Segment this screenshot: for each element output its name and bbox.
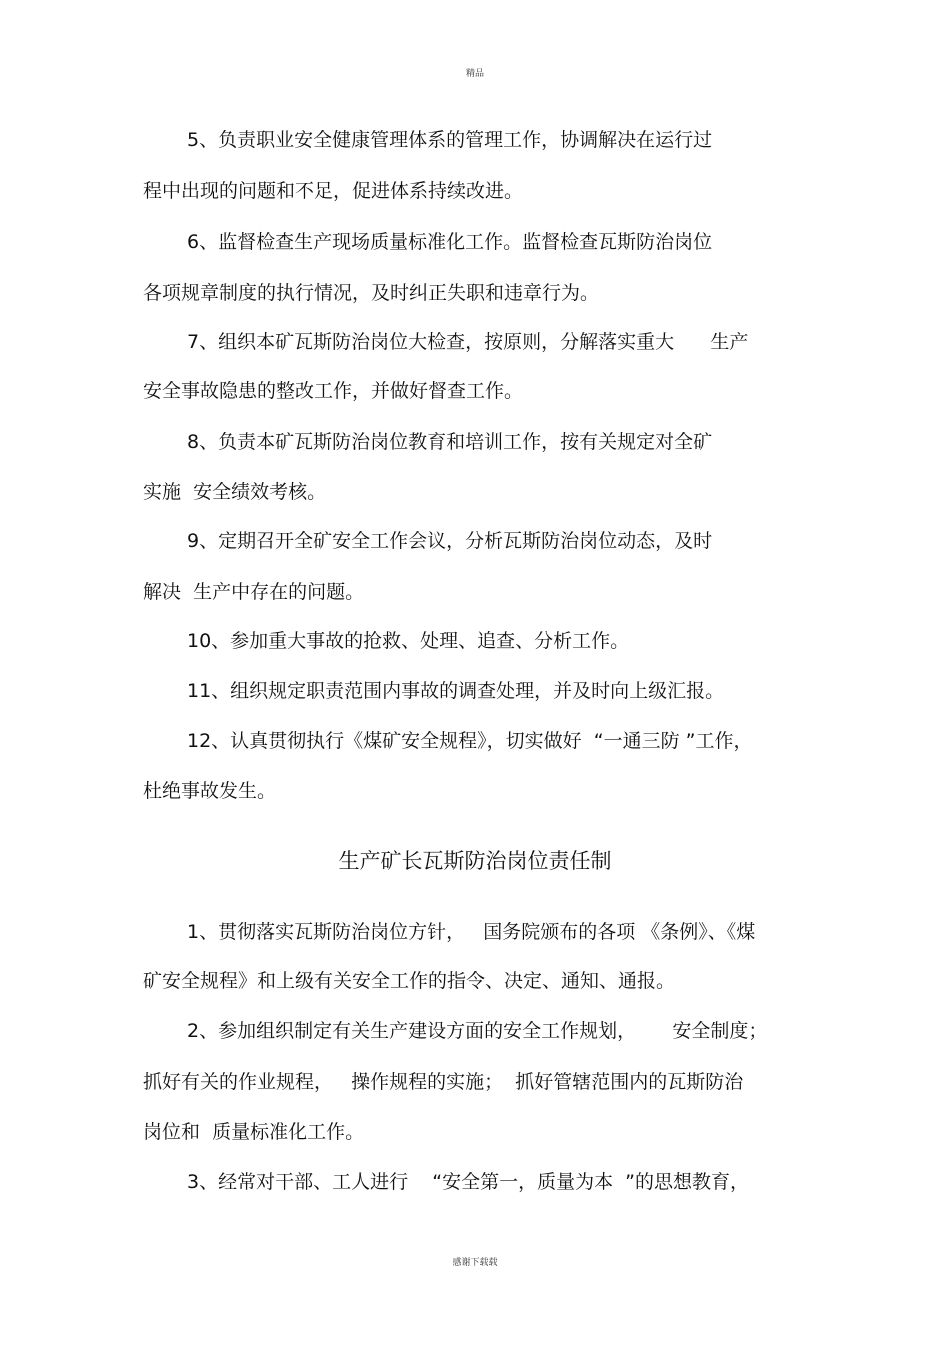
paragraph-line: 各项规章制度的执行情况，及时纠正失职和违章行为。 <box>143 282 600 304</box>
paragraph-line: 解决 生产中存在的问题。 <box>143 581 365 603</box>
paragraph-line: 5、负责职业安全健康管理体系的管理工作，协调解决在运行过 <box>187 129 713 151</box>
paragraph-line: 7、组织本矿瓦斯防治岗位大检查，按原则，分解落实重大 生产 <box>187 331 749 353</box>
paragraph-line: 3、经常对干部、工人进行 “安全第一，质量为本 ”的思想教育， <box>187 1171 750 1193</box>
paragraph-line: 9、定期召开全矿安全工作会议，分析瓦斯防治岗位动态，及时 <box>187 530 713 552</box>
paragraph-line: 抓好有关的作业规程， 操作规程的实施； 抓好管辖范围内的瓦斯防治 <box>143 1071 744 1093</box>
paragraph-line: 杜绝事故发生。 <box>143 780 277 802</box>
page-footer: 感谢下载载 <box>452 1258 498 1268</box>
paragraph-line: 2、参加组织制定有关生产建设方面的安全工作规划， 安全制度； <box>187 1020 768 1042</box>
section-title: 生产矿长瓦斯防治岗位责任制 <box>338 849 612 873</box>
paragraph-line: 安全事故隐患的整改工作，并做好督查工作。 <box>143 380 524 402</box>
paragraph-line: 8、负责本矿瓦斯防治岗位教育和培训工作，按有关规定对全矿 <box>187 431 713 453</box>
paragraph-line: 程中出现的问题和不足，促进体系持续改进。 <box>143 180 524 202</box>
paragraph-line: 12、认真贯彻执行《煤矿安全规程》，切实做好 “一通三防 ”工作， <box>187 730 753 752</box>
paragraph-line: 岗位和 质量标准化工作。 <box>143 1121 365 1143</box>
paragraph-line: 11、组织规定职责范围内事故的调查处理，并及时向上级汇报。 <box>187 680 725 702</box>
paragraph-line: 1、贯彻落实瓦斯防治岗位方针， 国务院颁布的各项 《条例》、《煤 <box>187 921 756 943</box>
paragraph-line: 6、监督检查生产现场质量标准化工作。监督检查瓦斯防治岗位 <box>187 231 713 253</box>
paragraph-line: 实施 安全绩效考核。 <box>143 481 327 503</box>
page-header: 精品 <box>465 69 484 79</box>
paragraph-line: 矿安全规程》和上级有关安全工作的指令、决定、通知、通报。 <box>143 970 676 992</box>
paragraph-line: 10、参加重大事故的抢救、处理、追查、分析工作。 <box>187 630 630 652</box>
